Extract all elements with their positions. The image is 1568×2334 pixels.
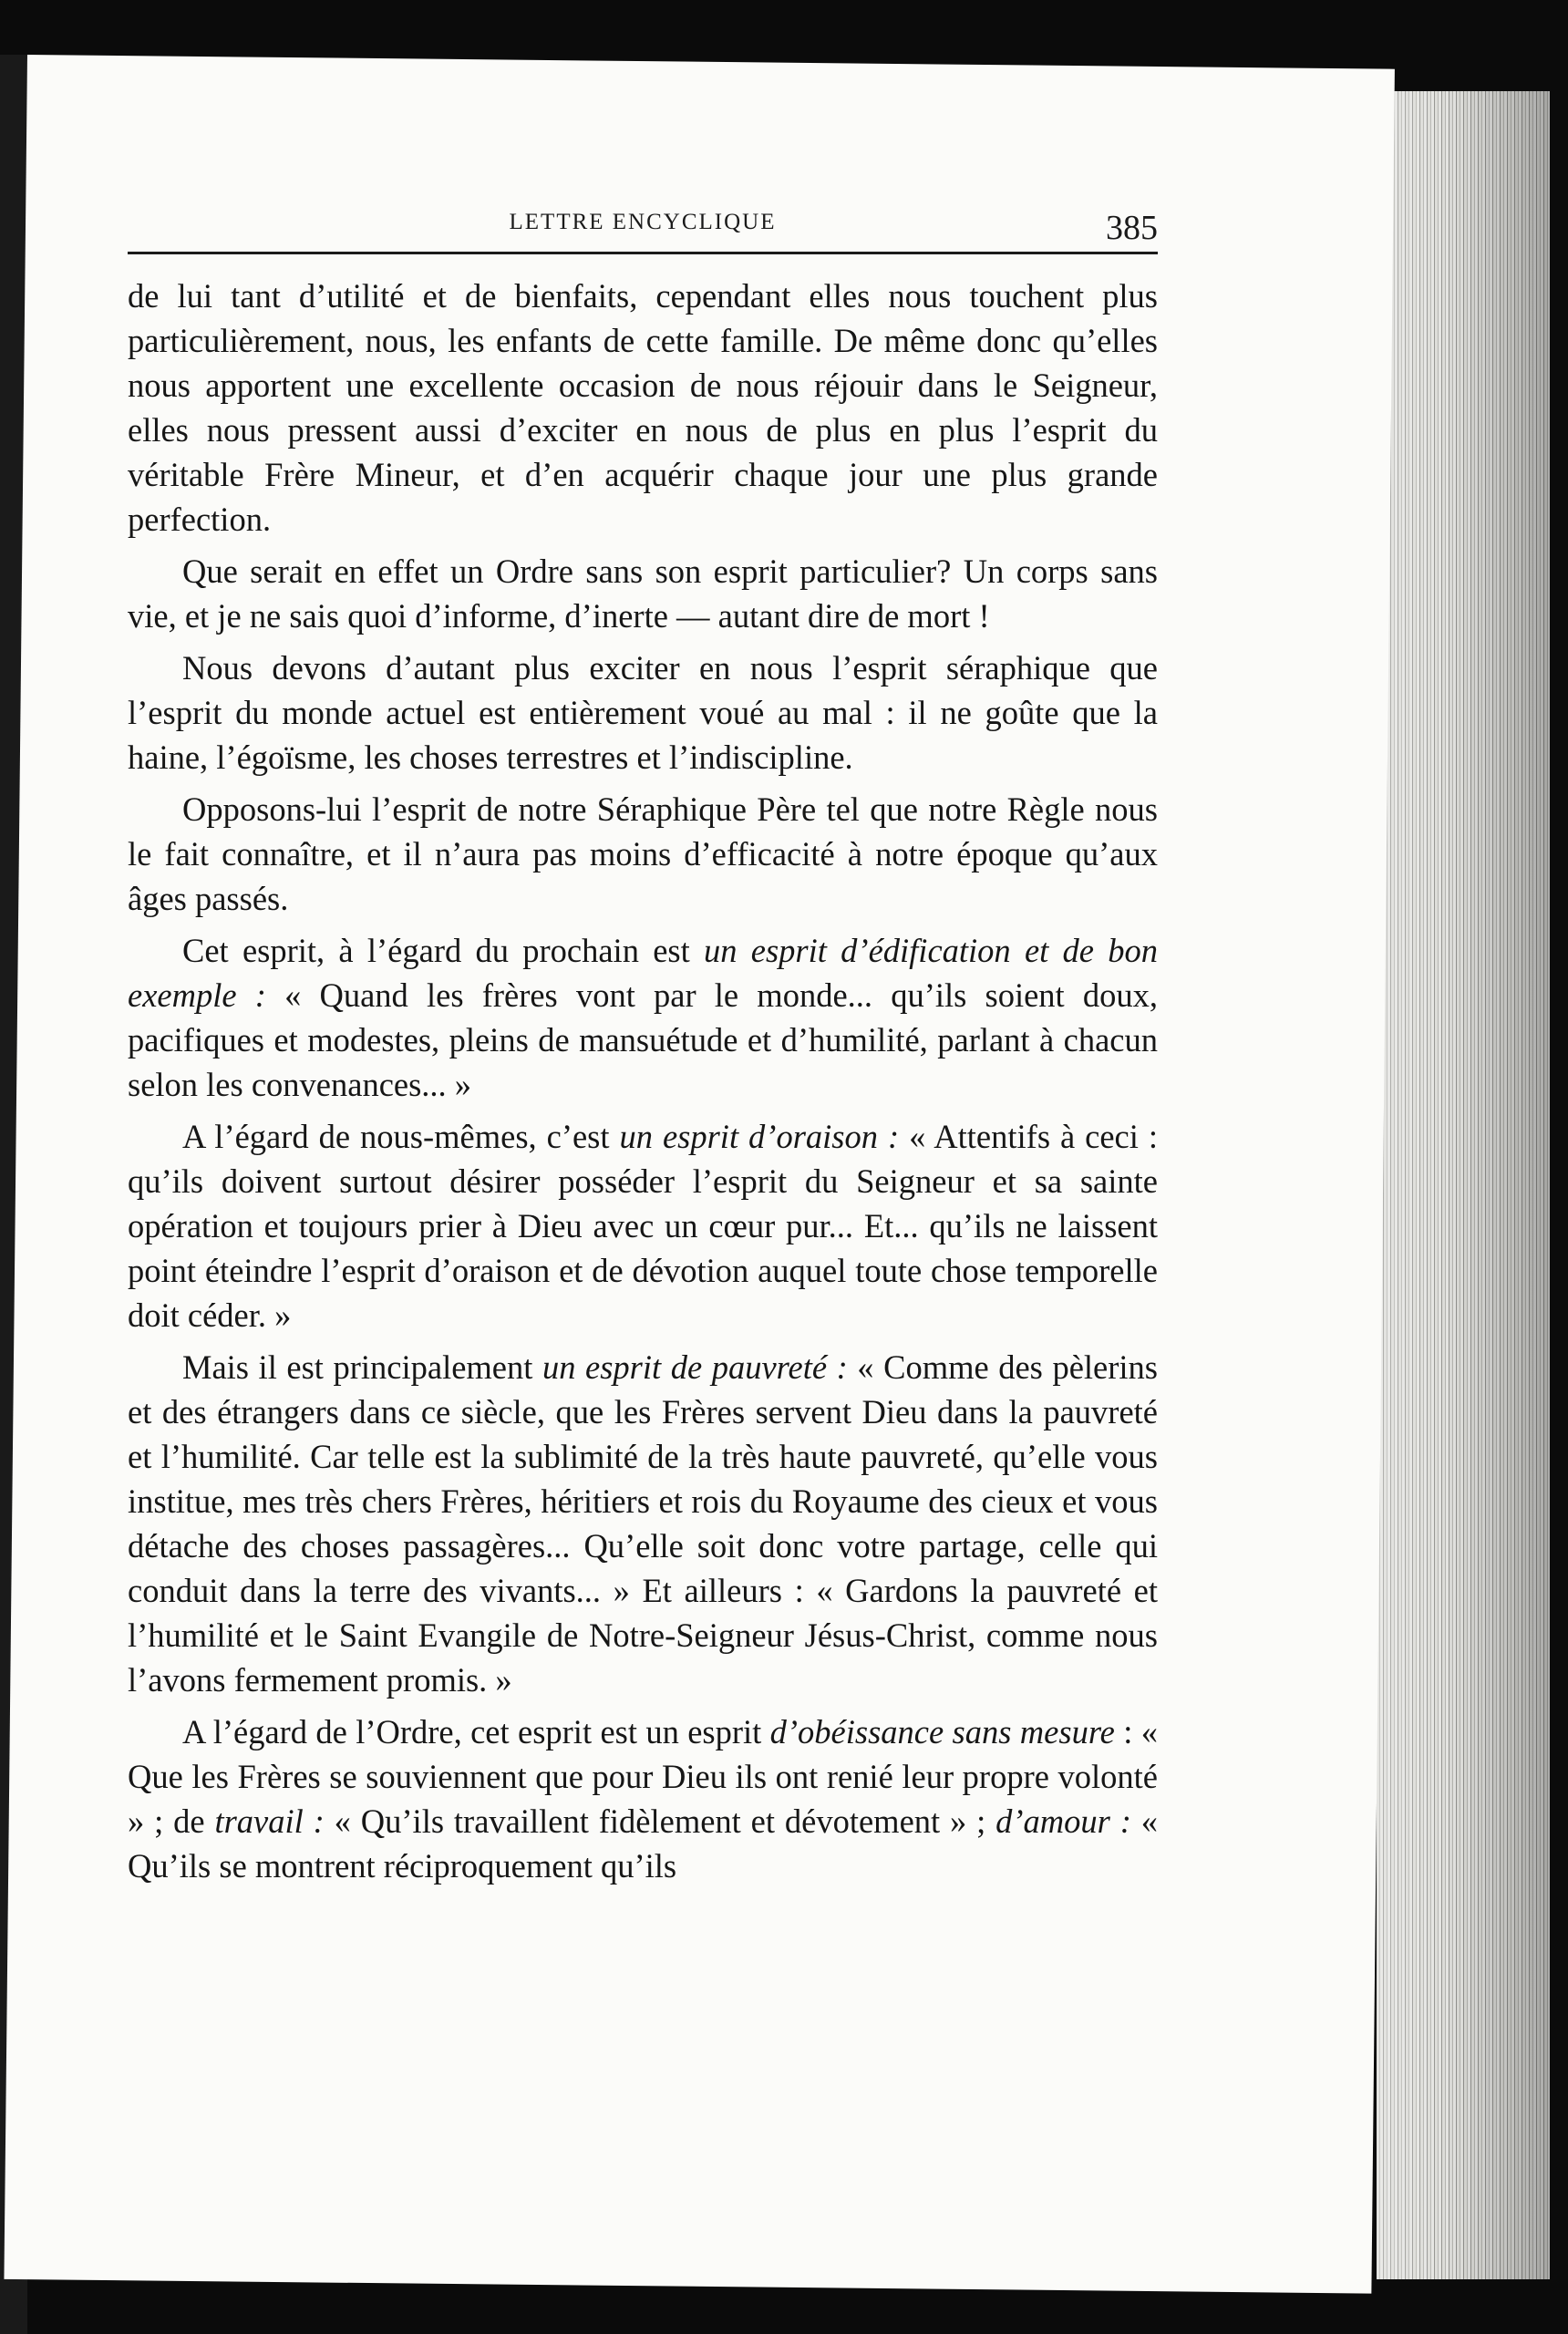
text-run: Opposons-lui l’esprit de notre Séraphique Père tel que notre Règle nous le fait connaître, et il n’aura pas moins d’efficacité à notre époque qu’aux âges passés.	[128, 790, 1158, 917]
page-edges	[1377, 91, 1550, 2279]
italic-text: un esprit de pauvreté :	[542, 1348, 848, 1386]
text-run: Nous devons d’autant plus exciter en nous l’esprit séraphique que l’esprit du monde actuel est entièrement voué au mal : il ne goûte que la haine, l’égoïsme, les choses terrestres et l’indiscipline.	[128, 649, 1158, 776]
text-run: « Attentifs à ceci : qu’ils doivent surtout désirer posséder l’esprit du Seigneur et sa sainte opération et toujours prier à Dieu avec un cœur pur... Et... qu’ils ne laissent point éteindre l’esprit d’oraison et de dévotion auquel toute chose temporelle doit céder. »	[128, 1118, 1158, 1334]
text-run: « Comme des pèlerins et des étrangers dans ce siècle, que les Frères servent Dieu dans la pauvreté et l’humilité. Car telle est la sublimité de la très haute pauvreté, qu’elle vous institue, mes très chers Frères, héritiers et rois du Royaume des cieux et vous détache des choses passagères... Qu’elle soit donc votre partage, celle qui conduit dans la terre des vivants... » Et ailleurs : « Gardons la pauvreté et l’humilité et le Saint Evangile de Notre-Seigneur Jésus-Christ, comme nous l’avons fermement promis. »	[128, 1348, 1158, 1699]
paragraph	[128, 645, 1158, 780]
text-run: « Qu’ils se montrent réciproquement qu’ils	[128, 1802, 1159, 1885]
page-number: 385	[1106, 209, 1158, 247]
text-run: Cet esprit, à l’égard du prochain est	[182, 932, 705, 969]
text-run: de lui tant d’utilité et de bienfaits, cependant elles nous touchent plus particulièrement, nous, les enfants de cette famille. De même donc qu’elles nous apportent une excellente occasion de nous réjouir dans le Seigneur, elles nous pressent aussi d’exciter en nous de plus en plus l’esprit du véritable Frère Mineur, et d’en acquérir chaque jour une plus grande perfection.	[128, 277, 1158, 538]
text-run: Mais il est principalement	[182, 1348, 542, 1386]
text-run: « Quand les frères vont par le monde... qu’ils soient doux, pacifiques et modestes, pleins de mansuétude et d’humilité, parlant à chacun selon les convenances... »	[128, 976, 1158, 1103]
italic-text: un esprit d’oraison :	[619, 1118, 900, 1155]
text-run: Que serait en effet un Ordre sans son esprit particulier? Un corps sans vie, et je ne sais quoi d’informe, d’inerte — autant dire de mort !	[128, 553, 1158, 635]
italic-text: travail :	[214, 1802, 325, 1840]
header-title: LETTRE ENCYCLIQUE	[509, 210, 777, 234]
paragraph	[128, 1345, 1158, 1702]
paragraph	[128, 274, 1158, 542]
italic-text: un esprit d’édification et de bon exemple :	[128, 932, 1158, 1014]
italic-text: d’amour :	[995, 1802, 1131, 1840]
paragraph	[128, 928, 1158, 1107]
paragraph	[128, 1709, 1158, 1888]
paragraph	[128, 1114, 1158, 1337]
text-run: A l’égard de l’Ordre, cet esprit est un esprit	[182, 1713, 770, 1750]
paragraph	[128, 549, 1158, 638]
paragraph	[128, 787, 1158, 921]
text-run: : « Que les Frères se souviennent que pour Dieu ils ont renié leur propre volonté » ; de	[128, 1713, 1158, 1840]
header-rule	[128, 252, 1158, 254]
text-run: A l’égard de nous-mêmes, c’est	[182, 1118, 620, 1155]
running-head	[128, 208, 1158, 263]
text-run: « Qu’ils travaillent fidèlement et dévotement » ;	[324, 1802, 996, 1840]
italic-text: d’obéissance sans mesure	[769, 1713, 1115, 1750]
body-text	[128, 274, 1158, 1895]
